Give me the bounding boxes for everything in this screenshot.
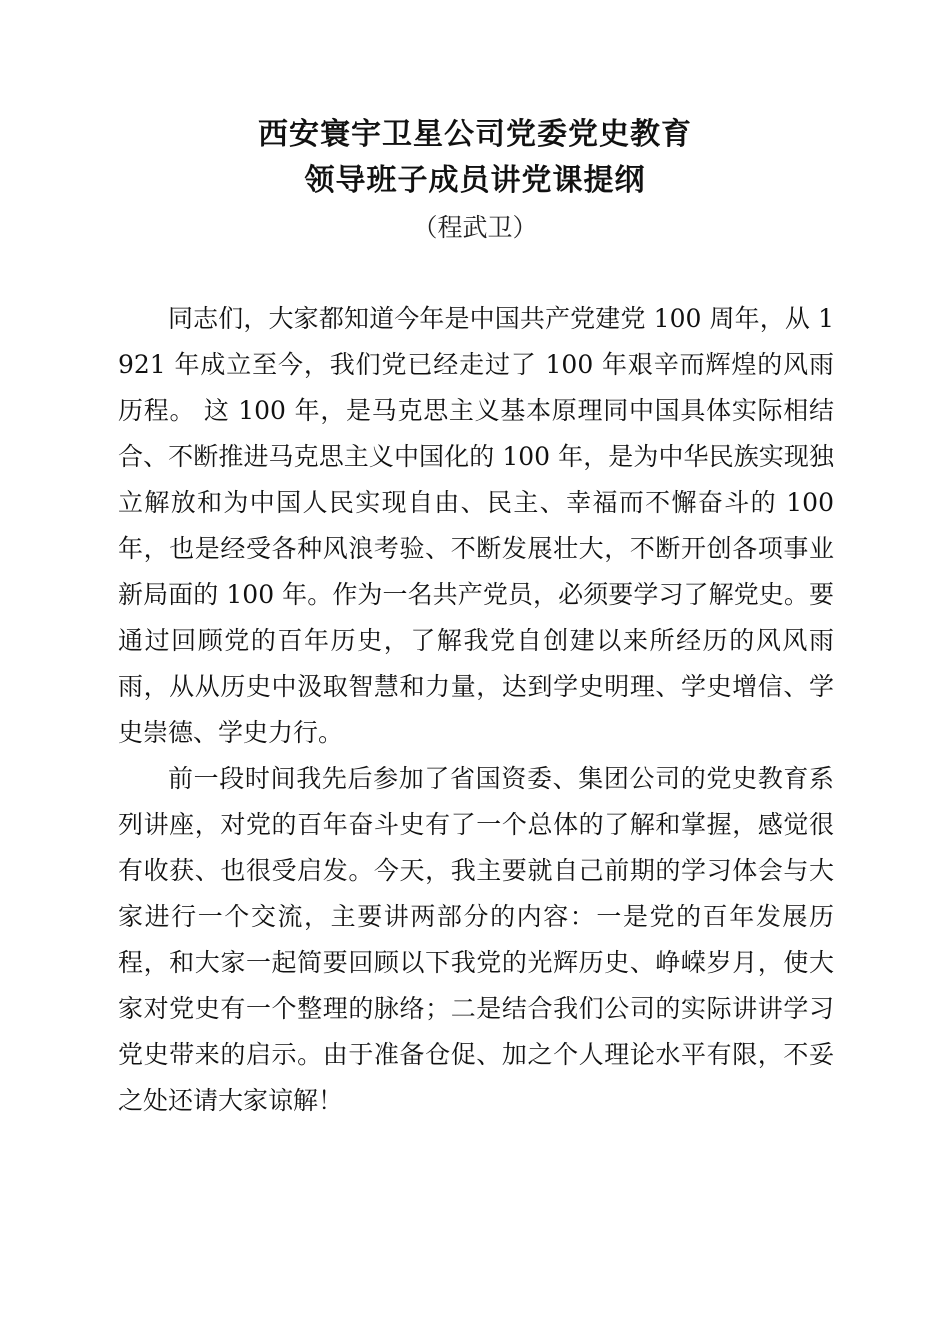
document-title-line2: 领导班子成员讲党课提纲 (304, 163, 646, 198)
author-name: （程武卫） (412, 213, 538, 242)
paragraph-1: 同志们，大家都知道今年是中国共产党建党 100 周年，从 1921 年成立至今，我们党已经走过了 100 年艰辛而辉煌的风雨历程。 这 100 年，是马克思主义基本原理同中国具体实际相结合、不断推进马克思主义中国化的 100 年，是为中华民族实现独立解放和为中国人民实现自由、民主、幸福而不懈奋斗的 100 年，也是经受各种风浪考验、不断发展壮大，不断开创各项事业新局面的 100 年。作为一名共产党员，必须要学习了解党史。要通过回顾党的百年历史，了解我党自创建以来所经历的风风雨雨，从从历史中汲取智慧和力量，达到学史明理、学史增信、学史崇德、学史力行。 (118, 304, 834, 747)
document-title-line1: 西安寰宇卫星公司党委党史教育 (258, 117, 692, 152)
title-block (0, 112, 950, 248)
paragraph-2: 前一段时间我先后参加了省国资委、集团公司的党史教育系列讲座，对党的百年奋斗史有了一个总体的了解和掌握，感觉很有收获、也很受启发。今天，我主要就自己前期的学习体会与大家进行一个交流，主要讲两部分的内容：一是党的百年发展历程，和大家一起简要回顾以下我党的光辉历史、峥嵘岁月，使大家对党史有一个整理的脉络；二是结合我们公司的实际讲讲学习党史带来的启示。由于准备仓促、加之个人理论水平有限，不妥之处还请大家谅解！ (118, 764, 834, 1115)
document-body (118, 296, 834, 1124)
